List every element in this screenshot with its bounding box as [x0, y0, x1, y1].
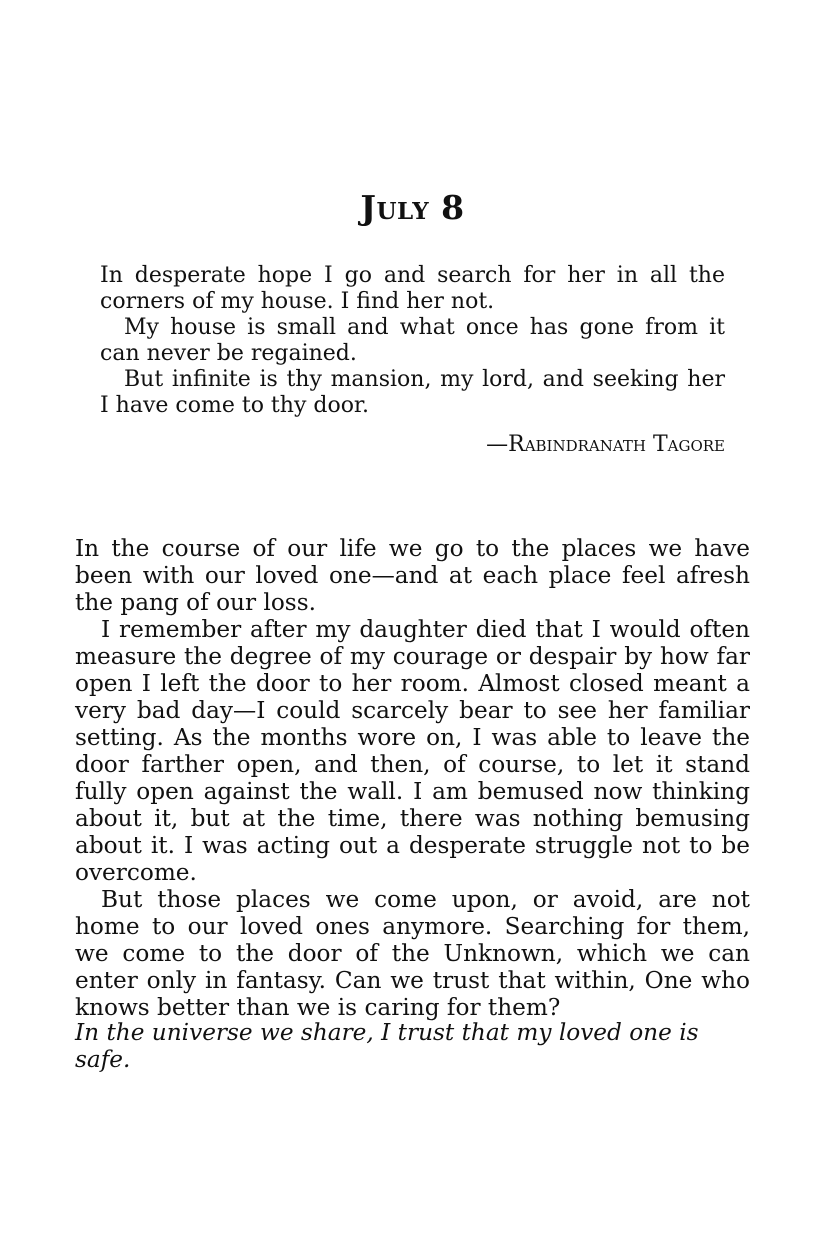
closing-affirmation: In the universe we share, I trust that my loved one is safe. — [75, 1019, 699, 1073]
epigraph-paragraph: But infinite is thy mansion, my lord, and seeking her I have come to thy door. — [100, 367, 725, 418]
body-text — [75, 535, 750, 1021]
body-paragraph: In the course of our life we go to the places we have been with our loved one—and at each place feel afresh the pang of our loss. — [75, 535, 750, 616]
epigraph-paragraph: In desperate hope I go and search for her in all the corners of my house. I find her not. — [100, 263, 725, 314]
epigraph-attribution: —Rabindranath Tagore — [486, 432, 725, 457]
epigraph-paragraph: My house is small and what once has gone from it can never be regained. — [100, 315, 725, 366]
body-paragraph: But those places we come upon, or avoid, are not home to our loved ones anymore. Searching for them, we come to the door of the Unknown, which we can enter only in fantasy. Can we trust that within, One who knows better than we is caring for them? — [75, 886, 750, 1021]
page-title: July 8 — [360, 188, 465, 228]
body-paragraph: I remember after my daughter died that I would often measure the degree of my courage or despair by how far open I left the door to her room. Almost closed meant a very bad day—I could scarcely bear to see her familiar setting. As the months wore on, I was able to leave the door farther open, and then, of course, to let it stand fully open against the wall. I am bemused now thinking about it, but at the time, there was nothing bemusing about it. I was acting out a desperate struggle not to be overcome. — [75, 616, 750, 886]
epigraph — [100, 263, 725, 419]
